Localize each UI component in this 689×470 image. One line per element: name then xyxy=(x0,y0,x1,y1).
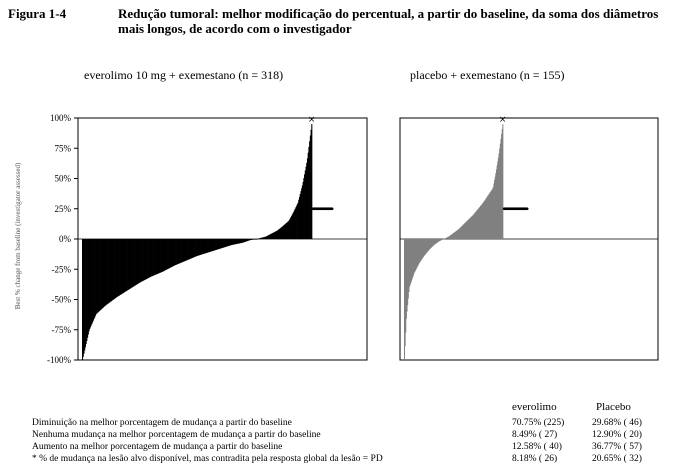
row-value-placebo: 36.77% ( 57) xyxy=(592,442,642,452)
y-tick-label: -50% xyxy=(51,294,71,305)
figure-label: Figura 1-4 xyxy=(8,6,67,21)
y-tick-label: 100% xyxy=(50,113,71,123)
figure-title: Redução tumoral: melhor modificação do percentual, a partir do baseline, da soma dos diâmetros mais longos, de acordo com o investigador xyxy=(118,6,659,36)
table-row xyxy=(0,442,689,453)
waterfall-chart-placebo xyxy=(380,112,680,372)
y-tick-label: -75% xyxy=(51,324,71,335)
max-marker: × xyxy=(307,115,316,126)
row-label: Diminuição na melhor porcentagem de mudança a partir do baseline xyxy=(32,418,292,428)
row-value-everolimus: 70.75% (225) xyxy=(512,418,565,428)
table-row xyxy=(0,454,689,465)
row-value-placebo: 20.65% ( 32) xyxy=(592,454,642,464)
pd-markers xyxy=(503,207,529,210)
row-value-everolimus: 8.49% ( 27) xyxy=(512,430,558,440)
y-axis-label: Best % change from baseline (investigator assessed) xyxy=(14,162,22,310)
y-tick-label: 0% xyxy=(59,234,71,244)
table-row xyxy=(0,430,689,441)
panel-title-placebo: placebo + exemestano (n = 155) xyxy=(410,68,565,82)
bar xyxy=(311,124,312,239)
y-tick-label: 75% xyxy=(54,143,71,154)
y-tick-label: -25% xyxy=(51,264,71,275)
table-header-placebo: Placebo xyxy=(596,401,631,413)
bar xyxy=(502,124,503,239)
row-label: * % de mudança na lesão alvo disponível, mas contradita pela resposta global da lesão = PD xyxy=(32,454,383,464)
max-marker: × xyxy=(498,115,507,126)
y-tick-label: 50% xyxy=(54,173,71,184)
row-value-everolimus: 8.18% ( 26) xyxy=(512,454,558,464)
y-tick-label: 25% xyxy=(54,203,71,214)
row-value-placebo: 29.68% ( 46) xyxy=(592,418,642,428)
row-label: Nenhuma mudança na melhor porcentagem de mudança a partir do baseline xyxy=(32,430,321,440)
waterfall-chart-everolimus xyxy=(0,112,380,372)
row-value-everolimus: 12.58% ( 40) xyxy=(512,442,562,452)
y-tick-label: -100% xyxy=(47,355,71,365)
panel-title-everolimus: everolimo 10 mg + exemestano (n = 318) xyxy=(84,68,284,82)
table-header-everolimus: everolimo xyxy=(512,401,557,413)
pd-markers xyxy=(312,207,334,210)
table-row xyxy=(0,418,689,429)
row-value-placebo: 12.90% ( 20) xyxy=(592,430,642,440)
row-label: Aumento na melhor porcentagem de mudança a partir do baseline xyxy=(32,442,283,452)
